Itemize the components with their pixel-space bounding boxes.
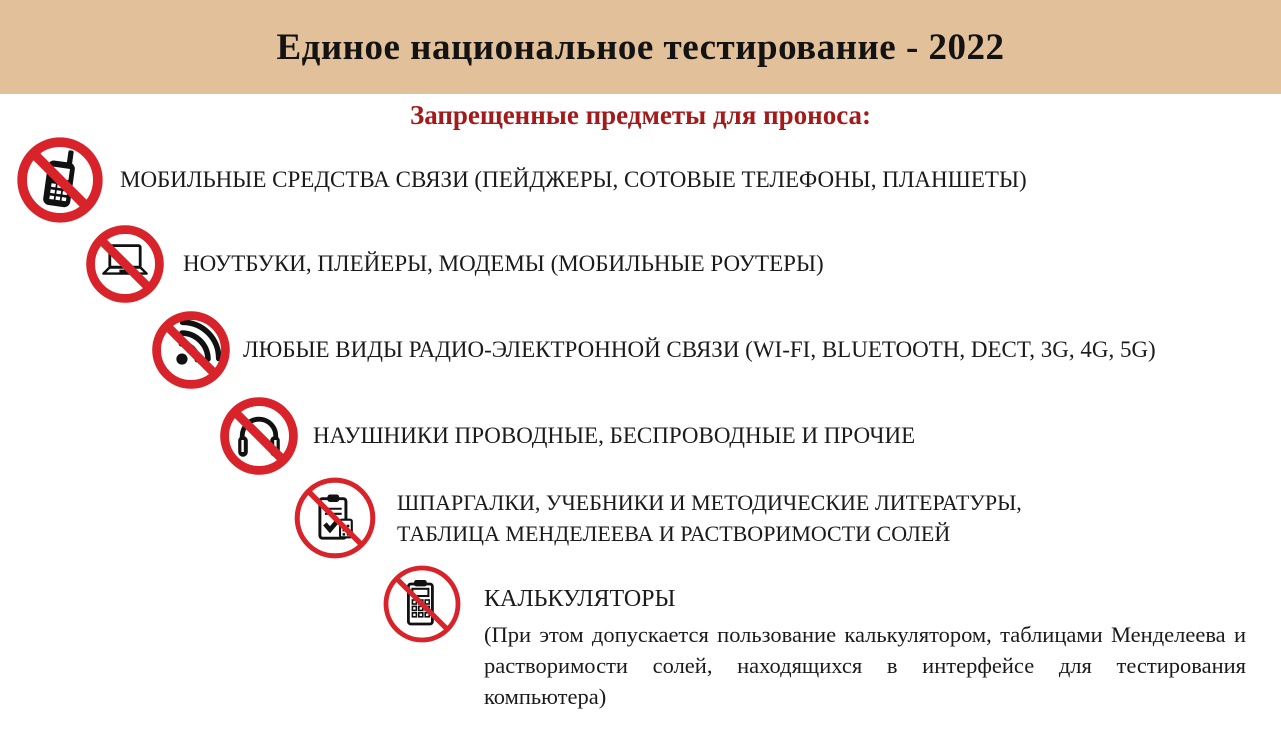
prohibited-item-label: НОУТБУКИ, ПЛЕЙЕРЫ, МОДЕМЫ (МОБИЛЬНЫЕ РОУТЕРЫ) — [183, 251, 824, 276]
no-calculator-icon — [382, 564, 462, 644]
prohibited-item-label: МОБИЛЬНЫЕ СРЕДСТВА СВЯЗИ (ПЕЙДЖЕРЫ, СОТОВЫЕ ТЕЛЕФОНЫ, ПЛАНШЕТЫ) — [120, 167, 1027, 192]
no-cheat-sheet-icon — [293, 476, 377, 560]
header-band — [0, 0, 1281, 94]
no-mobile-phone-icon — [16, 136, 104, 224]
prohibited-item-laptops — [85, 224, 824, 304]
prohibited-item-label: ЛЮБЫЕ ВИДЫ РАДИО-ЭЛЕКТРОННОЙ СВЯЗИ (WI-FI, BLUETOOTH, DECT, 3G, 4G, 5G) — [243, 337, 1156, 362]
no-wifi-icon — [151, 310, 231, 390]
page-title: Единое национальное тестирование - 2022 — [276, 26, 1005, 68]
calculators-note: (При этом допускается пользование калькулятором, таблицами Менделеева и растворимости солей, находящихся в интерфейсе для тестирования компьютера) — [484, 622, 1246, 709]
cheatsheet-line-2: ТАБЛИЦА МЕНДЕЛЕЕВА И РАСТВОРИМОСТИ СОЛЕЙ — [397, 521, 951, 546]
prohibited-item-calculators — [484, 586, 1246, 712]
no-laptop-icon — [85, 224, 165, 304]
cheatsheet-line-1: ШПАРГАЛКИ, УЧЕБНИКИ И МЕТОДИЧЕСКИЕ ЛИТЕРАТУРЫ, — [397, 490, 1022, 515]
prohibited-item-label — [397, 487, 1022, 549]
prohibited-item-headphones — [219, 396, 915, 476]
prohibited-item-radio — [151, 310, 1156, 390]
prohibited-item-cheatsheets — [293, 476, 1022, 560]
no-headphones-icon — [219, 396, 299, 476]
subtitle: Запрещенные предметы для проноса: — [409, 100, 872, 130]
prohibited-item-label: НАУШНИКИ ПРОВОДНЫЕ, БЕСПРОВОДНЫЕ И ПРОЧИЕ — [313, 423, 916, 448]
calculators-label: КАЛЬКУЛЯТОРЫ — [484, 586, 676, 612]
prohibited-item-mobile — [16, 136, 1027, 224]
